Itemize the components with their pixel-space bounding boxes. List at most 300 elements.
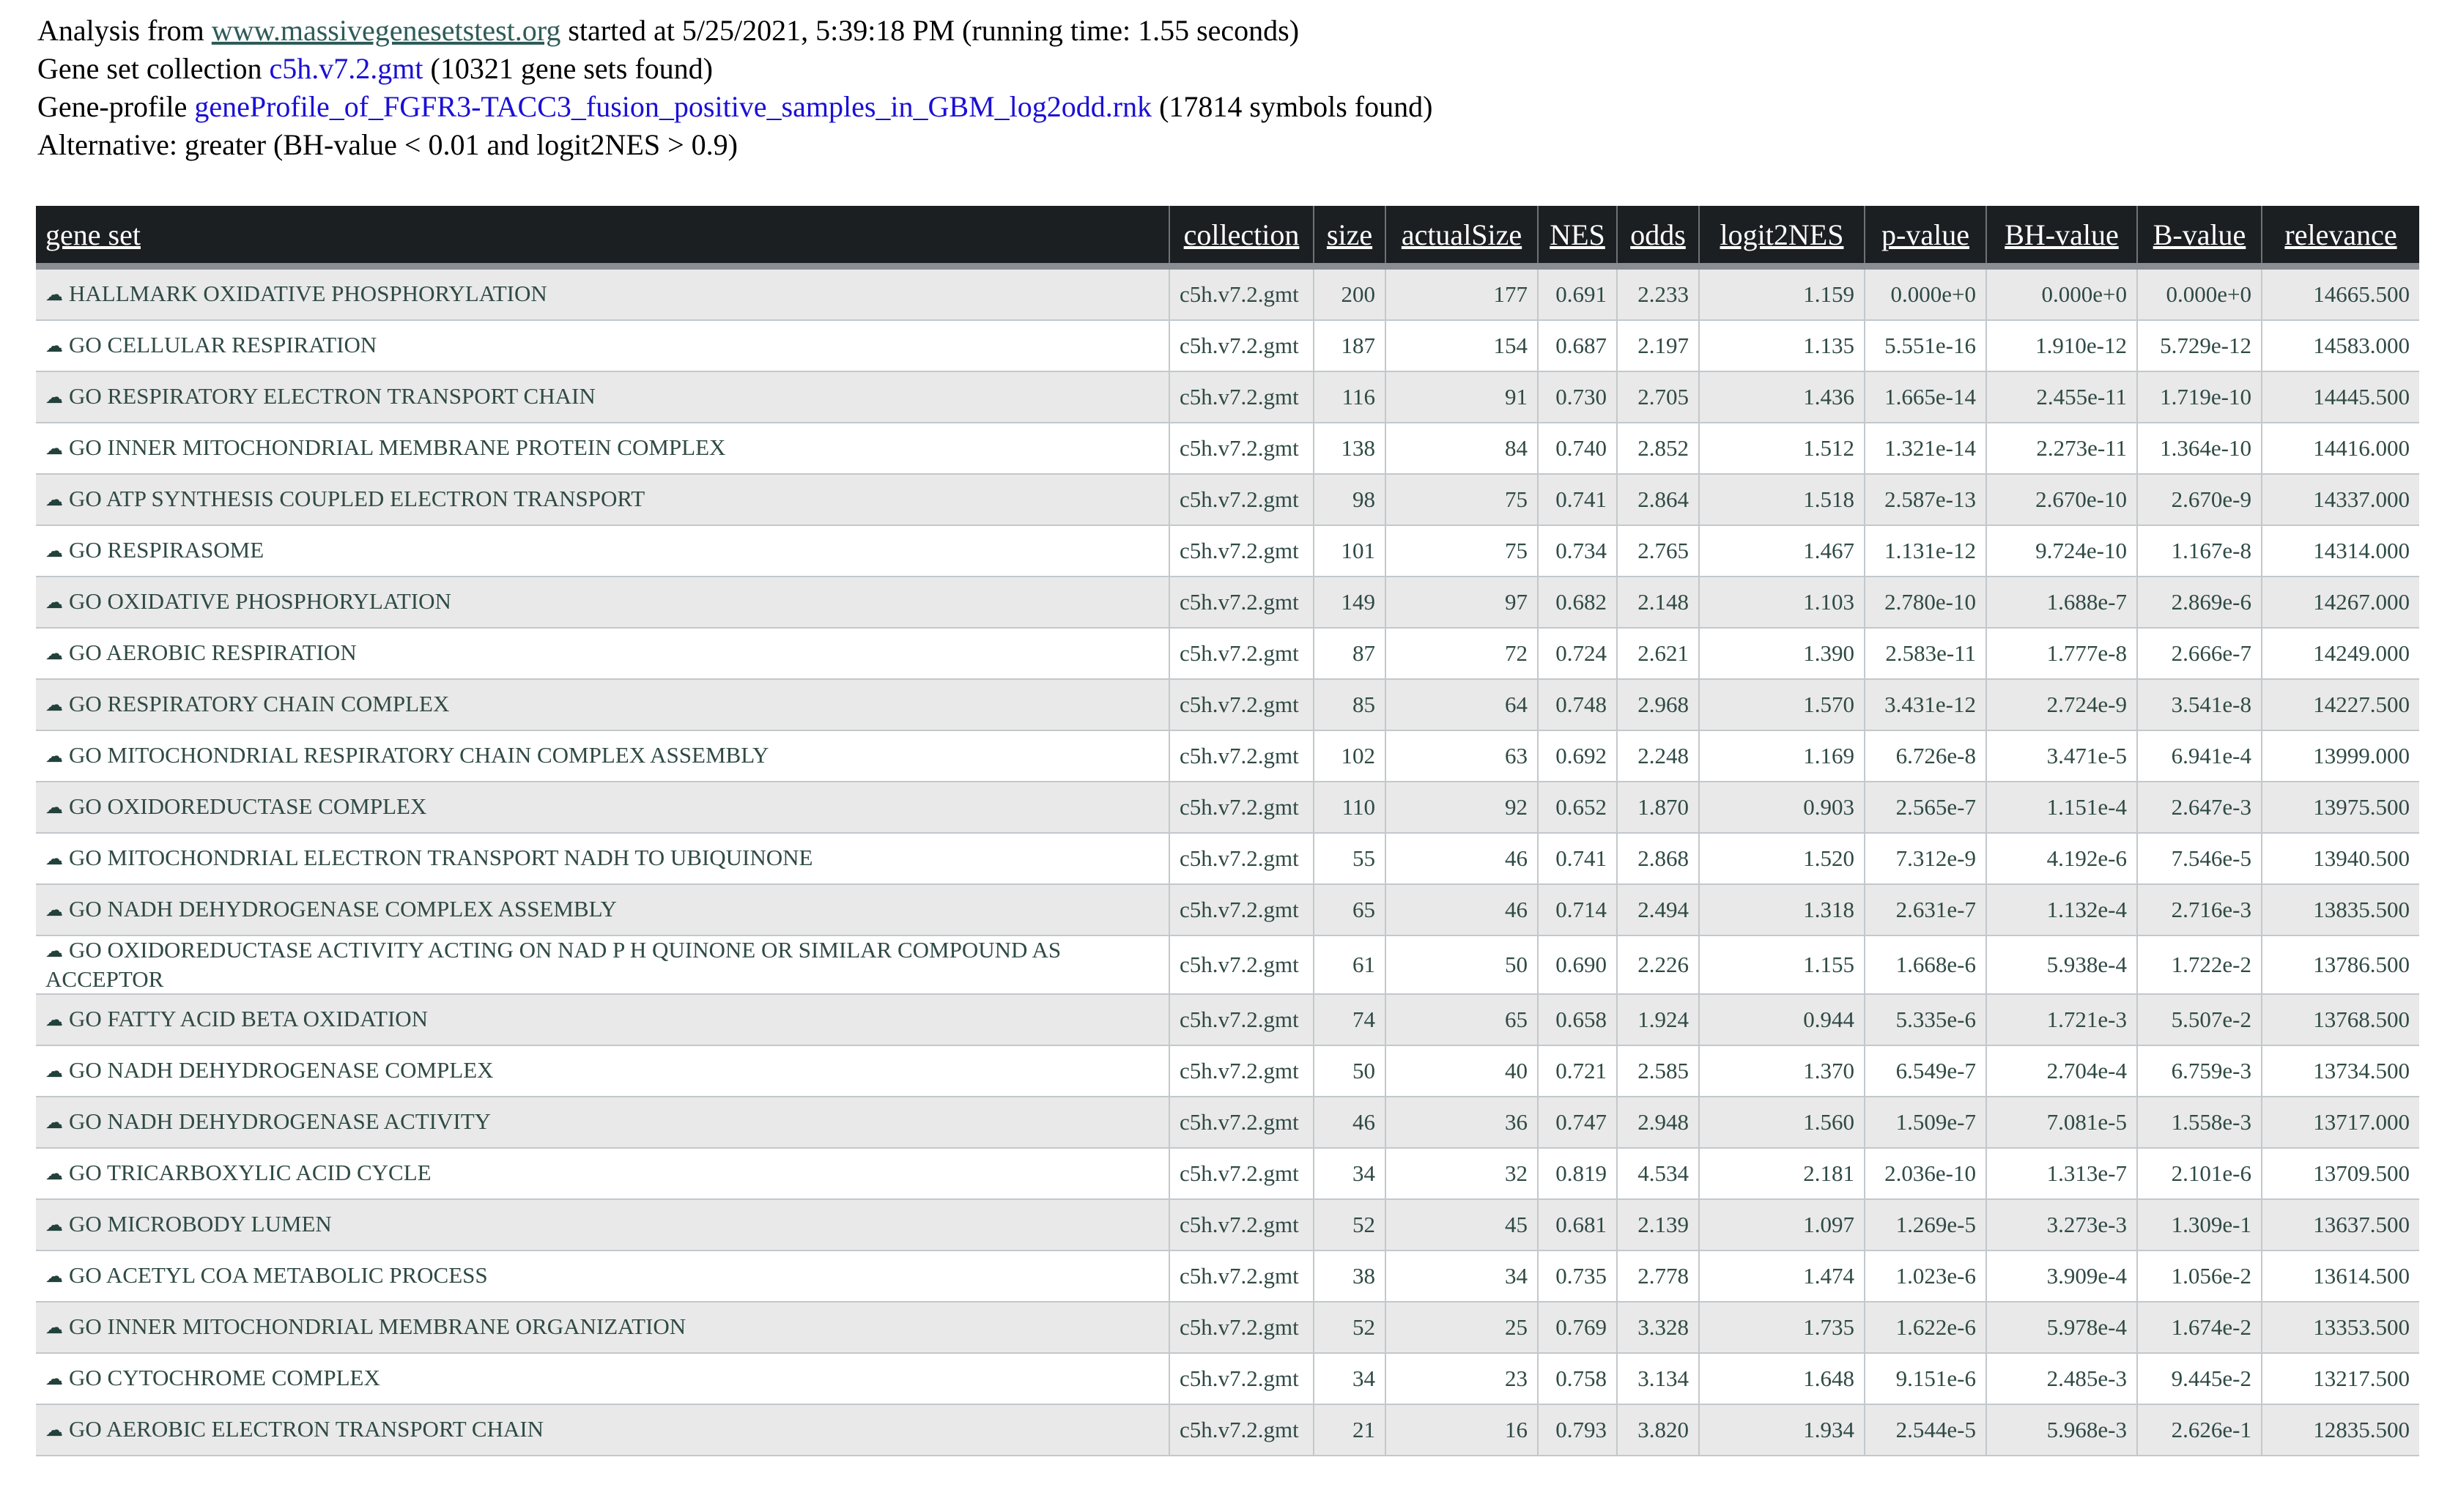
column-header-logit2nes[interactable]: logit2NES bbox=[1699, 206, 1865, 267]
cell-nes: 0.682 bbox=[1538, 577, 1617, 628]
cell-size: 110 bbox=[1314, 782, 1385, 833]
cell-collection: c5h.v7.2.gmt bbox=[1169, 1199, 1314, 1250]
collection-suffix: (10321 gene sets found) bbox=[423, 52, 713, 85]
cell-nes: 0.735 bbox=[1538, 1250, 1617, 1302]
gene-set-name[interactable]: GO CELLULAR RESPIRATION bbox=[69, 332, 377, 357]
table-row[interactable] bbox=[36, 577, 2419, 628]
cell-actual-size: 75 bbox=[1385, 525, 1538, 577]
gene-set-name[interactable]: GO ATP SYNTHESIS COUPLED ELECTRON TRANSPORT bbox=[69, 486, 645, 511]
cell-relevance: 14445.500 bbox=[2262, 371, 2419, 423]
cell-p-value: 9.151e-6 bbox=[1865, 1353, 1986, 1404]
cloud-icon: ☁ bbox=[45, 1319, 63, 1338]
cell-size: 55 bbox=[1314, 833, 1385, 884]
analysis-line bbox=[37, 12, 1432, 50]
cell-nes: 0.740 bbox=[1538, 423, 1617, 474]
cell-b-value: 9.445e-2 bbox=[2137, 1353, 2262, 1404]
cell-relevance: 14665.500 bbox=[2262, 267, 2419, 321]
cell-actual-size: 16 bbox=[1385, 1404, 1538, 1456]
gene-set-name[interactable]: GO AEROBIC ELECTRON TRANSPORT CHAIN bbox=[69, 1416, 544, 1442]
cell-collection: c5h.v7.2.gmt bbox=[1169, 628, 1314, 679]
cloud-icon: ☁ bbox=[45, 1113, 63, 1133]
analysis-prefix: Analysis from bbox=[37, 14, 212, 47]
cell-bh-value: 4.192e-6 bbox=[1986, 833, 2137, 884]
table-row[interactable] bbox=[36, 730, 2419, 782]
cell-b-value: 2.666e-7 bbox=[2137, 628, 2262, 679]
cell-odds: 2.139 bbox=[1617, 1199, 1699, 1250]
cell-gene-set bbox=[36, 320, 1169, 371]
gene-set-name[interactable]: GO MITOCHONDRIAL RESPIRATORY CHAIN COMPLEX ASSEMBLY bbox=[69, 742, 769, 768]
table-row[interactable] bbox=[36, 1199, 2419, 1250]
cell-relevance: 13835.500 bbox=[2262, 884, 2419, 935]
cell-odds: 2.852 bbox=[1617, 423, 1699, 474]
cell-p-value: 6.726e-8 bbox=[1865, 730, 1986, 782]
cell-nes: 0.721 bbox=[1538, 1045, 1617, 1097]
gene-set-name[interactable]: GO INNER MITOCHONDRIAL MEMBRANE ORGANIZATION bbox=[69, 1313, 686, 1339]
cell-p-value: 1.665e-14 bbox=[1865, 371, 1986, 423]
cell-gene-set bbox=[36, 1097, 1169, 1148]
cell-nes: 0.747 bbox=[1538, 1097, 1617, 1148]
cloud-icon: ☁ bbox=[45, 1062, 63, 1081]
cell-actual-size: 92 bbox=[1385, 782, 1538, 833]
column-header-relevance[interactable]: relevance bbox=[2262, 206, 2419, 267]
cell-p-value: 2.780e-10 bbox=[1865, 577, 1986, 628]
gene-set-name[interactable]: GO NADH DEHYDROGENASE COMPLEX bbox=[69, 1057, 494, 1083]
cloud-icon: ☁ bbox=[45, 798, 63, 818]
profile-link[interactable]: geneProfile_of_FGFR3-TACC3_fusion_positive_samples_in_GBM_log2odd.rnk bbox=[194, 90, 1152, 123]
table-row[interactable] bbox=[36, 935, 2419, 994]
column-header-nes[interactable]: NES bbox=[1538, 206, 1617, 267]
cell-b-value: 5.729e-12 bbox=[2137, 320, 2262, 371]
cell-odds: 3.134 bbox=[1617, 1353, 1699, 1404]
cell-odds: 3.328 bbox=[1617, 1302, 1699, 1353]
cell-bh-value: 2.273e-11 bbox=[1986, 423, 2137, 474]
cloud-icon: ☁ bbox=[45, 645, 63, 664]
cell-size: 21 bbox=[1314, 1404, 1385, 1456]
table-row[interactable] bbox=[36, 1302, 2419, 1353]
cloud-icon: ☁ bbox=[45, 942, 63, 961]
column-header-odds[interactable]: odds bbox=[1617, 206, 1699, 267]
cloud-icon: ☁ bbox=[45, 491, 63, 510]
gene-set-name[interactable]: GO FATTY ACID BETA OXIDATION bbox=[69, 1006, 429, 1031]
column-header-gene-set[interactable]: gene set bbox=[36, 206, 1169, 267]
cell-bh-value: 0.000e+0 bbox=[1986, 267, 2137, 321]
table-row[interactable] bbox=[36, 833, 2419, 884]
cell-b-value: 6.941e-4 bbox=[2137, 730, 2262, 782]
cell-b-value: 2.716e-3 bbox=[2137, 884, 2262, 935]
cell-relevance: 14249.000 bbox=[2262, 628, 2419, 679]
table-row[interactable] bbox=[36, 320, 2419, 371]
cloud-icon: ☁ bbox=[45, 440, 63, 459]
cell-actual-size: 63 bbox=[1385, 730, 1538, 782]
profile-suffix: (17814 symbols found) bbox=[1152, 90, 1433, 123]
cell-nes: 0.691 bbox=[1538, 267, 1617, 321]
cell-size: 116 bbox=[1314, 371, 1385, 423]
gene-set-name[interactable]: GO ACETYL COA METABOLIC PROCESS bbox=[69, 1262, 488, 1288]
analysis-started: started at 5/25/2021, 5:39:18 PM (running time: 1.55 seconds) bbox=[560, 14, 1300, 47]
cell-actual-size: 25 bbox=[1385, 1302, 1538, 1353]
cell-odds: 2.226 bbox=[1617, 935, 1699, 994]
cell-b-value: 7.546e-5 bbox=[2137, 833, 2262, 884]
cell-relevance: 14227.500 bbox=[2262, 679, 2419, 730]
cell-actual-size: 36 bbox=[1385, 1097, 1538, 1148]
cloud-icon: ☁ bbox=[45, 747, 63, 766]
cell-odds: 2.197 bbox=[1617, 320, 1699, 371]
cell-gene-set bbox=[36, 1148, 1169, 1199]
cell-b-value: 6.759e-3 bbox=[2137, 1045, 2262, 1097]
cell-collection: c5h.v7.2.gmt bbox=[1169, 994, 1314, 1045]
cell-logit2nes: 1.169 bbox=[1699, 730, 1865, 782]
cell-nes: 0.714 bbox=[1538, 884, 1617, 935]
cell-collection: c5h.v7.2.gmt bbox=[1169, 320, 1314, 371]
cell-b-value: 3.541e-8 bbox=[2137, 679, 2262, 730]
cell-b-value: 2.101e-6 bbox=[2137, 1148, 2262, 1199]
cloud-icon: ☁ bbox=[45, 286, 63, 305]
collection-prefix: Gene set collection bbox=[37, 52, 270, 85]
cloud-icon: ☁ bbox=[45, 1370, 63, 1389]
cell-p-value: 2.036e-10 bbox=[1865, 1148, 1986, 1199]
cell-nes: 0.658 bbox=[1538, 994, 1617, 1045]
cell-gene-set bbox=[36, 679, 1169, 730]
cell-logit2nes: 1.097 bbox=[1699, 1199, 1865, 1250]
cloud-icon: ☁ bbox=[45, 593, 63, 612]
table-row[interactable] bbox=[36, 1353, 2419, 1404]
cell-gene-set bbox=[36, 730, 1169, 782]
cell-collection: c5h.v7.2.gmt bbox=[1169, 1250, 1314, 1302]
gene-set-name[interactable]: GO OXIDOREDUCTASE COMPLEX bbox=[69, 793, 427, 819]
table-row[interactable] bbox=[36, 679, 2419, 730]
gene-set-name[interactable]: GO CYTOCHROME COMPLEX bbox=[69, 1365, 380, 1390]
cell-odds: 2.148 bbox=[1617, 577, 1699, 628]
table-body bbox=[36, 267, 2419, 1456]
cell-odds: 2.864 bbox=[1617, 474, 1699, 525]
table-row[interactable] bbox=[36, 782, 2419, 833]
cell-b-value: 1.558e-3 bbox=[2137, 1097, 2262, 1148]
results-table-container bbox=[36, 206, 2419, 1456]
cell-bh-value: 2.724e-9 bbox=[1986, 679, 2137, 730]
column-header-bh-value[interactable]: BH-value bbox=[1986, 206, 2137, 267]
cell-actual-size: 72 bbox=[1385, 628, 1538, 679]
table-row[interactable] bbox=[36, 994, 2419, 1045]
cell-relevance: 13709.500 bbox=[2262, 1148, 2419, 1199]
cell-logit2nes: 1.370 bbox=[1699, 1045, 1865, 1097]
cell-p-value: 2.565e-7 bbox=[1865, 782, 1986, 833]
cell-p-value: 5.551e-16 bbox=[1865, 320, 1986, 371]
cell-bh-value: 1.688e-7 bbox=[1986, 577, 2137, 628]
cell-actual-size: 64 bbox=[1385, 679, 1538, 730]
cell-odds: 2.233 bbox=[1617, 267, 1699, 321]
cell-b-value: 1.309e-1 bbox=[2137, 1199, 2262, 1250]
cell-size: 38 bbox=[1314, 1250, 1385, 1302]
cell-gene-set bbox=[36, 628, 1169, 679]
cell-b-value: 1.674e-2 bbox=[2137, 1302, 2262, 1353]
column-header-b-value[interactable]: B-value bbox=[2137, 206, 2262, 267]
cell-logit2nes: 0.944 bbox=[1699, 994, 1865, 1045]
cell-nes: 0.819 bbox=[1538, 1148, 1617, 1199]
collection-line bbox=[37, 50, 1432, 88]
cell-nes: 0.793 bbox=[1538, 1404, 1617, 1456]
cell-logit2nes: 1.934 bbox=[1699, 1404, 1865, 1456]
cell-gene-set bbox=[36, 884, 1169, 935]
cell-p-value: 3.431e-12 bbox=[1865, 679, 1986, 730]
cell-p-value: 2.631e-7 bbox=[1865, 884, 1986, 935]
cell-relevance: 13353.500 bbox=[2262, 1302, 2419, 1353]
analysis-info bbox=[37, 12, 1432, 164]
cell-bh-value: 3.273e-3 bbox=[1986, 1199, 2137, 1250]
gene-set-name[interactable]: GO INNER MITOCHONDRIAL MEMBRANE PROTEIN COMPLEX bbox=[69, 434, 726, 460]
cell-bh-value: 3.909e-4 bbox=[1986, 1250, 2137, 1302]
cell-collection: c5h.v7.2.gmt bbox=[1169, 525, 1314, 577]
table-row[interactable] bbox=[36, 267, 2419, 321]
gene-set-name[interactable]: GO OXIDOREDUCTASE ACTIVITY ACTING ON NAD P H QUINONE OR SIMILAR COMPOUND AS ACCEPTOR bbox=[45, 937, 1062, 992]
cell-b-value: 2.647e-3 bbox=[2137, 782, 2262, 833]
cell-gene-set bbox=[36, 371, 1169, 423]
cell-actual-size: 34 bbox=[1385, 1250, 1538, 1302]
site-link[interactable]: www.massivegenesetstest.org bbox=[211, 14, 561, 47]
cell-actual-size: 91 bbox=[1385, 371, 1538, 423]
cell-size: 87 bbox=[1314, 628, 1385, 679]
cell-p-value: 1.509e-7 bbox=[1865, 1097, 1986, 1148]
cell-logit2nes: 1.467 bbox=[1699, 525, 1865, 577]
cloud-icon: ☁ bbox=[45, 542, 63, 561]
cell-relevance: 13217.500 bbox=[2262, 1353, 2419, 1404]
cell-relevance: 13940.500 bbox=[2262, 833, 2419, 884]
column-header-p-value[interactable]: p-value bbox=[1865, 206, 1986, 267]
cell-b-value: 1.056e-2 bbox=[2137, 1250, 2262, 1302]
cell-actual-size: 45 bbox=[1385, 1199, 1538, 1250]
cell-b-value: 2.670e-9 bbox=[2137, 474, 2262, 525]
cell-bh-value: 9.724e-10 bbox=[1986, 525, 2137, 577]
cell-collection: c5h.v7.2.gmt bbox=[1169, 577, 1314, 628]
cell-logit2nes: 1.570 bbox=[1699, 679, 1865, 730]
cell-relevance: 13786.500 bbox=[2262, 935, 2419, 994]
gene-set-name[interactable]: HALLMARK OXIDATIVE PHOSPHORYLATION bbox=[69, 281, 547, 306]
cell-p-value: 2.544e-5 bbox=[1865, 1404, 1986, 1456]
gene-set-name[interactable]: GO RESPIRASOME bbox=[69, 537, 264, 563]
cell-size: 46 bbox=[1314, 1097, 1385, 1148]
table-row[interactable] bbox=[36, 371, 2419, 423]
gene-set-name[interactable]: GO NADH DEHYDROGENASE COMPLEX ASSEMBLY bbox=[69, 896, 617, 922]
cloud-icon: ☁ bbox=[45, 696, 63, 715]
gene-set-name[interactable]: GO RESPIRATORY CHAIN COMPLEX bbox=[69, 691, 450, 716]
cell-relevance: 14583.000 bbox=[2262, 320, 2419, 371]
cell-size: 85 bbox=[1314, 679, 1385, 730]
gene-set-name[interactable]: GO OXIDATIVE PHOSPHORYLATION bbox=[69, 588, 451, 614]
cell-b-value: 2.626e-1 bbox=[2137, 1404, 2262, 1456]
gene-set-name[interactable]: GO NADH DEHYDROGENASE ACTIVITY bbox=[69, 1108, 492, 1134]
cell-logit2nes: 2.181 bbox=[1699, 1148, 1865, 1199]
cell-gene-set bbox=[36, 423, 1169, 474]
cell-actual-size: 177 bbox=[1385, 267, 1538, 321]
cell-gene-set bbox=[36, 833, 1169, 884]
cell-logit2nes: 1.560 bbox=[1699, 1097, 1865, 1148]
cell-odds: 1.870 bbox=[1617, 782, 1699, 833]
cell-logit2nes: 1.318 bbox=[1699, 884, 1865, 935]
cell-bh-value: 2.670e-10 bbox=[1986, 474, 2137, 525]
alternative-line: Alternative: greater (BH-value < 0.01 and logit2NES > 0.9) bbox=[37, 128, 738, 161]
table-row[interactable] bbox=[36, 1045, 2419, 1097]
gene-set-name[interactable]: GO TRICARBOXYLIC ACID CYCLE bbox=[69, 1160, 432, 1185]
cell-gene-set bbox=[36, 782, 1169, 833]
cell-relevance: 13637.500 bbox=[2262, 1199, 2419, 1250]
cell-bh-value: 1.132e-4 bbox=[1986, 884, 2137, 935]
table-row[interactable] bbox=[36, 884, 2419, 935]
gene-set-name[interactable]: GO AEROBIC RESPIRATION bbox=[69, 640, 357, 665]
cell-p-value: 1.321e-14 bbox=[1865, 423, 1986, 474]
cell-gene-set bbox=[36, 1404, 1169, 1456]
profile-prefix: Gene-profile bbox=[37, 90, 195, 123]
cell-bh-value: 3.471e-5 bbox=[1986, 730, 2137, 782]
cloud-icon: ☁ bbox=[45, 1216, 63, 1235]
cell-logit2nes: 1.474 bbox=[1699, 1250, 1865, 1302]
cloud-icon: ☁ bbox=[45, 1011, 63, 1030]
cell-actual-size: 84 bbox=[1385, 423, 1538, 474]
cell-size: 187 bbox=[1314, 320, 1385, 371]
cell-gene-set bbox=[36, 1250, 1169, 1302]
cell-nes: 0.692 bbox=[1538, 730, 1617, 782]
cell-actual-size: 23 bbox=[1385, 1353, 1538, 1404]
table-row[interactable] bbox=[36, 1148, 2419, 1199]
cell-odds: 2.621 bbox=[1617, 628, 1699, 679]
cell-size: 138 bbox=[1314, 423, 1385, 474]
cell-collection: c5h.v7.2.gmt bbox=[1169, 267, 1314, 321]
cell-relevance: 14314.000 bbox=[2262, 525, 2419, 577]
cell-gene-set bbox=[36, 935, 1169, 994]
cell-bh-value: 5.978e-4 bbox=[1986, 1302, 2137, 1353]
cell-gene-set bbox=[36, 1353, 1169, 1404]
cloud-icon: ☁ bbox=[45, 901, 63, 920]
cell-relevance: 14267.000 bbox=[2262, 577, 2419, 628]
gene-set-name[interactable]: GO MICROBODY LUMEN bbox=[69, 1211, 332, 1237]
cell-size: 52 bbox=[1314, 1302, 1385, 1353]
cell-odds: 2.248 bbox=[1617, 730, 1699, 782]
cell-actual-size: 154 bbox=[1385, 320, 1538, 371]
cell-p-value: 5.335e-6 bbox=[1865, 994, 1986, 1045]
cell-odds: 1.924 bbox=[1617, 994, 1699, 1045]
cell-collection: c5h.v7.2.gmt bbox=[1169, 935, 1314, 994]
column-header-size[interactable]: size bbox=[1314, 206, 1385, 267]
cell-gene-set bbox=[36, 525, 1169, 577]
cell-nes: 0.741 bbox=[1538, 474, 1617, 525]
cell-bh-value: 1.777e-8 bbox=[1986, 628, 2137, 679]
cell-nes: 0.687 bbox=[1538, 320, 1617, 371]
cell-collection: c5h.v7.2.gmt bbox=[1169, 884, 1314, 935]
cell-nes: 0.748 bbox=[1538, 679, 1617, 730]
cell-logit2nes: 1.103 bbox=[1699, 577, 1865, 628]
cell-size: 102 bbox=[1314, 730, 1385, 782]
table-row[interactable] bbox=[36, 1250, 2419, 1302]
cell-p-value: 1.668e-6 bbox=[1865, 935, 1986, 994]
cell-size: 52 bbox=[1314, 1199, 1385, 1250]
cell-collection: c5h.v7.2.gmt bbox=[1169, 782, 1314, 833]
gene-set-name[interactable]: GO MITOCHONDRIAL ELECTRON TRANSPORT NADH TO UBIQUINONE bbox=[69, 845, 813, 870]
cell-actual-size: 40 bbox=[1385, 1045, 1538, 1097]
cell-collection: c5h.v7.2.gmt bbox=[1169, 730, 1314, 782]
cell-p-value: 2.583e-11 bbox=[1865, 628, 1986, 679]
collection-link[interactable]: c5h.v7.2.gmt bbox=[269, 52, 423, 85]
cell-logit2nes: 1.512 bbox=[1699, 423, 1865, 474]
cell-odds: 2.705 bbox=[1617, 371, 1699, 423]
table-row[interactable] bbox=[36, 1404, 2419, 1456]
cell-p-value: 6.549e-7 bbox=[1865, 1045, 1986, 1097]
cell-collection: c5h.v7.2.gmt bbox=[1169, 1302, 1314, 1353]
cell-collection: c5h.v7.2.gmt bbox=[1169, 1404, 1314, 1456]
cell-gene-set bbox=[36, 1302, 1169, 1353]
cell-odds: 3.820 bbox=[1617, 1404, 1699, 1456]
cell-logit2nes: 1.735 bbox=[1699, 1302, 1865, 1353]
cell-size: 34 bbox=[1314, 1353, 1385, 1404]
table-row[interactable] bbox=[36, 525, 2419, 577]
cell-size: 149 bbox=[1314, 577, 1385, 628]
cell-gene-set bbox=[36, 994, 1169, 1045]
cell-bh-value: 1.910e-12 bbox=[1986, 320, 2137, 371]
cloud-icon: ☁ bbox=[45, 388, 63, 407]
cell-relevance: 13768.500 bbox=[2262, 994, 2419, 1045]
cell-size: 98 bbox=[1314, 474, 1385, 525]
cell-odds: 2.778 bbox=[1617, 1250, 1699, 1302]
cell-actual-size: 50 bbox=[1385, 935, 1538, 994]
cell-actual-size: 65 bbox=[1385, 994, 1538, 1045]
cloud-icon: ☁ bbox=[45, 1267, 63, 1286]
gene-set-name[interactable]: GO RESPIRATORY ELECTRON TRANSPORT CHAIN bbox=[69, 383, 596, 409]
cell-bh-value: 1.151e-4 bbox=[1986, 782, 2137, 833]
table-header-row bbox=[36, 206, 2419, 267]
cell-relevance: 14416.000 bbox=[2262, 423, 2419, 474]
column-header-collection[interactable]: collection bbox=[1169, 206, 1314, 267]
cloud-icon: ☁ bbox=[45, 1165, 63, 1184]
results-table bbox=[36, 206, 2419, 1456]
cell-size: 65 bbox=[1314, 884, 1385, 935]
cell-logit2nes: 1.648 bbox=[1699, 1353, 1865, 1404]
cell-bh-value: 2.485e-3 bbox=[1986, 1353, 2137, 1404]
cell-odds: 2.968 bbox=[1617, 679, 1699, 730]
cell-size: 50 bbox=[1314, 1045, 1385, 1097]
cell-collection: c5h.v7.2.gmt bbox=[1169, 833, 1314, 884]
column-header-actual-size[interactable]: actualSize bbox=[1385, 206, 1538, 267]
cell-p-value: 1.269e-5 bbox=[1865, 1199, 1986, 1250]
cell-bh-value: 5.938e-4 bbox=[1986, 935, 2137, 994]
table-row[interactable] bbox=[36, 628, 2419, 679]
cell-relevance: 12835.500 bbox=[2262, 1404, 2419, 1456]
cell-relevance: 13975.500 bbox=[2262, 782, 2419, 833]
cell-b-value: 0.000e+0 bbox=[2137, 267, 2262, 321]
table-row[interactable] bbox=[36, 1097, 2419, 1148]
table-row[interactable] bbox=[36, 474, 2419, 525]
cell-nes: 0.730 bbox=[1538, 371, 1617, 423]
cell-gene-set bbox=[36, 577, 1169, 628]
cell-logit2nes: 1.390 bbox=[1699, 628, 1865, 679]
cell-collection: c5h.v7.2.gmt bbox=[1169, 371, 1314, 423]
cell-size: 200 bbox=[1314, 267, 1385, 321]
cell-actual-size: 97 bbox=[1385, 577, 1538, 628]
cell-size: 34 bbox=[1314, 1148, 1385, 1199]
cell-nes: 0.690 bbox=[1538, 935, 1617, 994]
profile-line bbox=[37, 88, 1432, 126]
cell-logit2nes: 1.159 bbox=[1699, 267, 1865, 321]
cell-collection: c5h.v7.2.gmt bbox=[1169, 1097, 1314, 1148]
cell-collection: c5h.v7.2.gmt bbox=[1169, 1353, 1314, 1404]
cell-nes: 0.652 bbox=[1538, 782, 1617, 833]
cell-nes: 0.724 bbox=[1538, 628, 1617, 679]
cell-odds: 2.765 bbox=[1617, 525, 1699, 577]
cell-p-value: 1.622e-6 bbox=[1865, 1302, 1986, 1353]
cell-actual-size: 32 bbox=[1385, 1148, 1538, 1199]
cell-gene-set bbox=[36, 267, 1169, 321]
cell-gene-set bbox=[36, 474, 1169, 525]
cloud-icon: ☁ bbox=[45, 1421, 63, 1440]
cell-relevance: 13734.500 bbox=[2262, 1045, 2419, 1097]
cell-collection: c5h.v7.2.gmt bbox=[1169, 1148, 1314, 1199]
table-row[interactable] bbox=[36, 423, 2419, 474]
